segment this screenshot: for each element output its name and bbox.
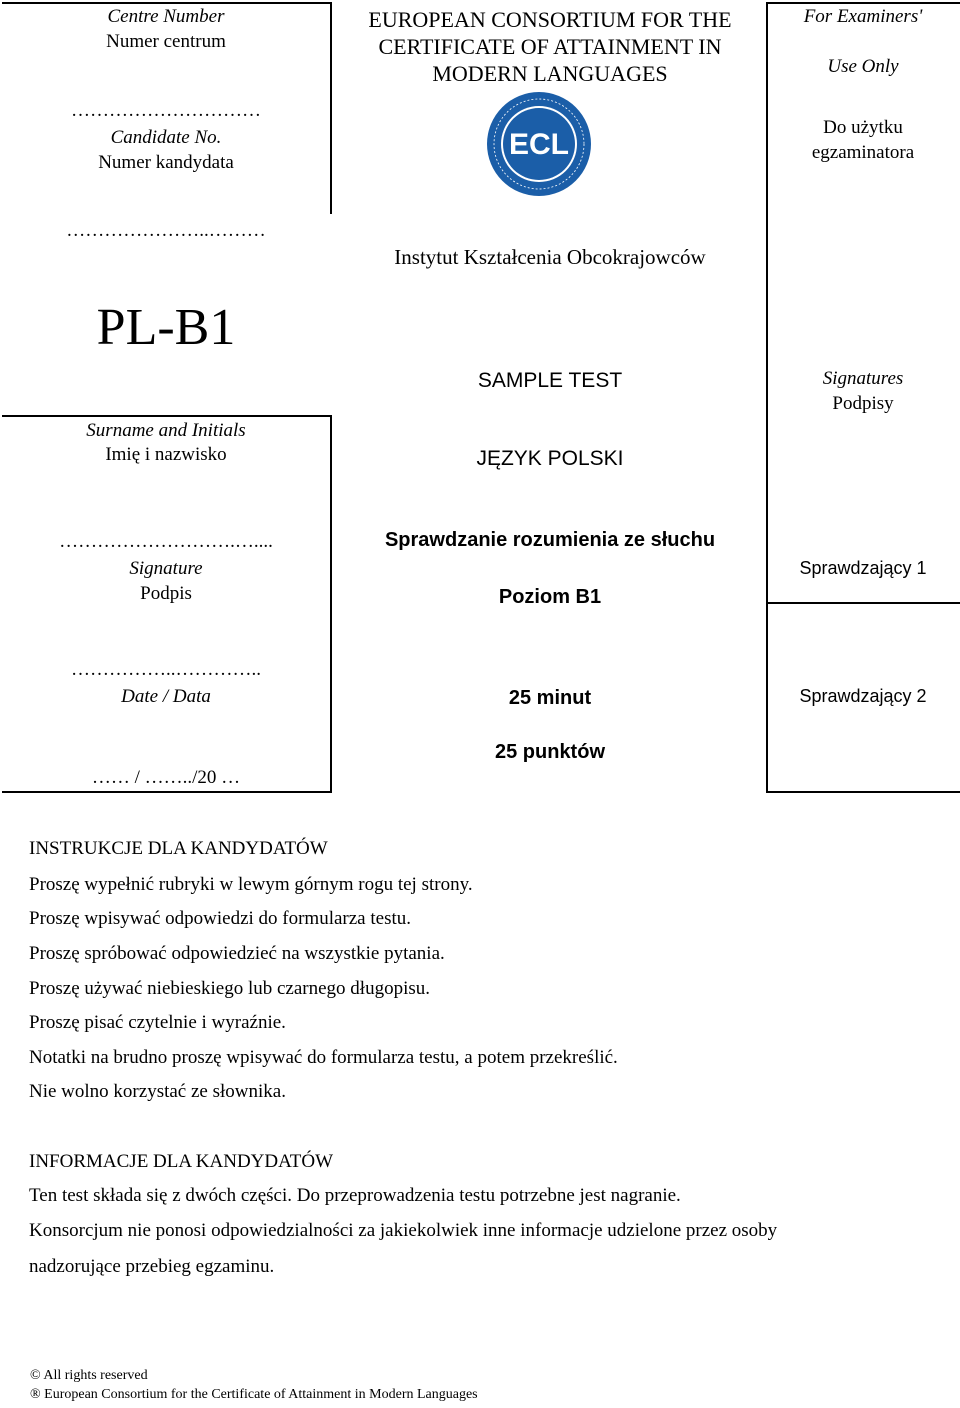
information-line: nadzorujące przebieg egzaminu. (29, 1256, 275, 1277)
signature-label-pl: Podpis (140, 583, 192, 604)
examiners-label-en-1: For Examiners' (803, 6, 923, 27)
examiner-2-label: Sprawdzający 2 (799, 686, 927, 706)
signatures-label-en: Signatures (822, 368, 904, 389)
instructions-heading: INSTRUKCJE DLA KANDYDATÓW (29, 838, 328, 859)
sample-test-label: SAMPLE TEST (477, 369, 623, 392)
information-line: Konsorcjum nie ponosi odpowiedzialności za jakiekolwiek inne informacje udzielone przez osoby (29, 1220, 778, 1241)
examiner-1-label: Sprawdzający 1 (799, 558, 927, 578)
copyright-icon: © (30, 1368, 41, 1383)
points-label: 25 punktów (494, 741, 605, 763)
language-label: JĘZYK POLSKI (476, 447, 624, 470)
ecl-logo (485, 90, 593, 198)
instruction-item: Proszę używać niebieskiego lub czarnego długopisu. (29, 978, 430, 999)
instruction-item: Proszę wpisywać odpowiedzi do formularza testu. (29, 908, 412, 929)
candidate-no-label-en: Candidate No. (110, 127, 222, 148)
examiners-label-en-2: Use Only (827, 56, 899, 77)
examiners-label-pl-1: Do użytku (823, 117, 903, 138)
examiners-label-pl-2: egzaminatora (811, 142, 915, 163)
ecl-seal-icon (485, 90, 593, 198)
date-field[interactable]: …… / ……../20 … (91, 767, 241, 788)
candidate-no-field[interactable]: …………………..……… (66, 220, 266, 241)
registered-text: European Consortium for the Certificate of Attainment in Modern Languages (44, 1387, 478, 1402)
centre-number-label-pl: Numer centrum (106, 31, 226, 52)
information-heading: INFORMACJE DLA KANDYDATÓW (29, 1151, 333, 1172)
registered-icon: ® (30, 1387, 41, 1402)
level-label: Poziom B1 (498, 586, 602, 608)
instruction-item: Proszę wypełnić rubryki w lewym górnym rogu tej strony. (29, 874, 473, 895)
centre-number-field[interactable]: ………………………… (71, 100, 261, 121)
skill-label: Sprawdzanie rozumienia ze słuchu (384, 529, 716, 551)
instruction-item: Proszę pisać czytelnie i wyraźnie. (29, 1012, 286, 1033)
signatures-label-pl: Podpisy (832, 393, 894, 414)
svg-text:ECL: ECL (509, 128, 569, 161)
registered-line (30, 1387, 478, 1403)
information-line: Ten test składa się z dwóch części. Do przeprowadzenia testu potrzebne jest nagranie. (29, 1185, 681, 1206)
centre-number-label-en: Centre Number (107, 6, 225, 27)
date-label: Date / Data (121, 686, 211, 707)
instruction-item: Notatki na brudno proszę wpisywać do formularza testu, a potem przekreślić. (29, 1047, 618, 1068)
copyright-line (30, 1368, 148, 1384)
candidate-no-label-pl: Numer kandydata (98, 152, 234, 173)
consortium-title: EUROPEAN CONSORTIUM FOR THE CERTIFICATE OF ATTAINMENT IN MODERN LANGUAGES (368, 7, 732, 86)
surname-field[interactable]: ……………………….….... (59, 531, 273, 552)
institute-name: Instytut Kształcenia Obcokrajowców (394, 245, 706, 269)
signature-label-en: Signature (129, 558, 203, 579)
instruction-item: Proszę spróbować odpowiedzieć na wszystkie pytania. (29, 943, 445, 964)
duration-label: 25 minut (508, 687, 592, 709)
instruction-item: Nie wolno korzystać ze słownika. (29, 1081, 286, 1102)
signature-field[interactable]: ……………..………….. (71, 659, 261, 680)
copyright-text: All rights reserved (43, 1368, 148, 1383)
surname-label-pl: Imię i nazwisko (105, 444, 227, 465)
surname-label-en: Surname and Initials (86, 420, 246, 441)
level-code: PL-B1 (96, 299, 236, 356)
